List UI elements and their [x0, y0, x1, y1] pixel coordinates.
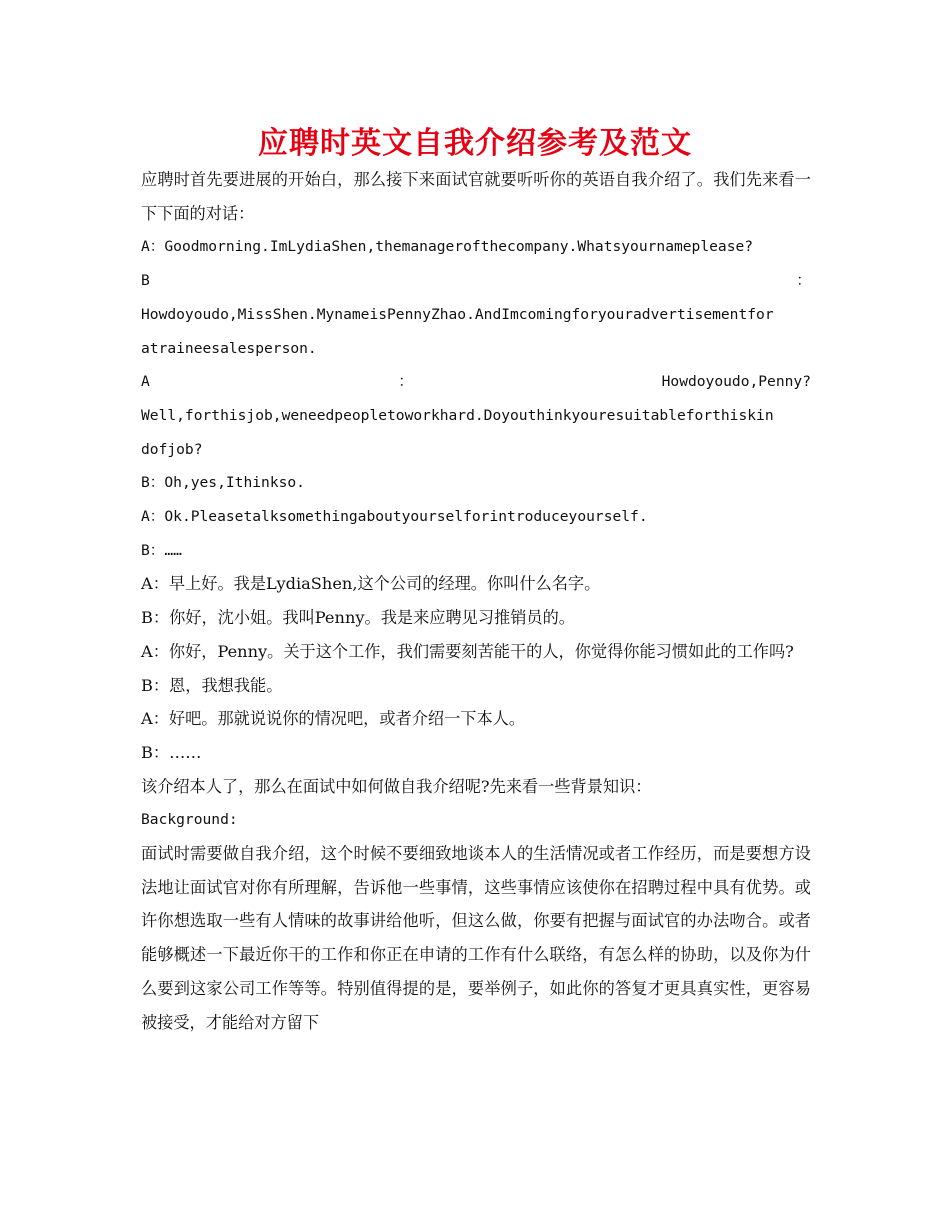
dialog-zh-line-1: A：早上好。我是LydiaShen,这个公司的经理。你叫什么名字。 — [141, 574, 601, 594]
dialog-en-line-8: B：Oh,yes,Ithinkso. — [141, 474, 305, 492]
dialog-en-line-3: Howdoyoudo,MissShen.MynameisPennyZhao.AndImcomingforyouradvertisementfor — [141, 305, 774, 323]
dialog-zh-line-4: B：恩，我想我能。 — [141, 675, 283, 695]
colon: ： — [398, 373, 414, 391]
dialog-en-line-4: atraineesalesperson. — [141, 339, 317, 357]
speaker-label: A — [141, 373, 150, 391]
dialog-zh-line-2: B：你好，沈小姐。我叫Penny。我是来应聘见习推销员的。 — [141, 608, 575, 628]
dialog-text: Howdoyoudo,Penny? — [661, 373, 811, 391]
dialog-en-line-6: Well,forthisjob,weneedpeopletoworkhard.Doyouthinkyouresuitableforthiskin — [141, 406, 774, 424]
background-heading: Background: — [141, 811, 238, 829]
dialog-zh-line-6: B：…… — [141, 742, 202, 762]
intro-paragraph: 应聘时首先要进展的开始白，那么接下来面试官就要听听你的英语自我介绍了。我们先来看一下下面的对话： — [141, 170, 811, 223]
dialog-en-line-10: B：…… — [141, 541, 182, 559]
colon: ： — [796, 272, 811, 290]
document-title: 应聘时英文自我介绍参考及范文 — [258, 126, 692, 161]
background-paragraph: 面试时需要做自我介绍，这个时候不要细致地谈本人的生活情况或者工作经历，而是要想方设法地让面试官对你有所理解，告诉他一些事情，这些事情应该使你在招聘过程中具有优势。或许你想选取一些有人情味的故事讲给他听，但这么做，你要有把握与面试官的办法吻合。或者能够概述一下最近你干的工作和你正在申请的工作有什么联络，有怎么样的协助，以及你为什么要到这家公司工作等等。特别值得提的是，要举例子，如此你的答复才更具真实性，更容易被接受，才能给对方留下 — [141, 844, 811, 1032]
dialog-zh-line-5: A：好吧。那就说说你的情况吧，或者介绍一下本人。 — [141, 709, 526, 729]
dialog-en-line-2 — [141, 264, 811, 298]
speaker-label: B — [141, 272, 150, 290]
dialog-en-line-7: dofjob? — [141, 440, 203, 458]
document-body — [141, 163, 811, 1039]
dialog-en-line-1: A：Goodmorning.ImLydiaShen,themanagerofthecompany.Whatsyournameplease? — [141, 238, 754, 256]
dialog-en-line-9: A：Ok.Pleasetalksomethingaboutyourselforintroduceyourself. — [141, 508, 648, 526]
dialog-en-line-5 — [141, 365, 811, 399]
transition-line: 该介绍本人了，那么在面试中如何做自我介绍呢?先来看一些背景知识： — [141, 776, 652, 796]
dialog-zh-line-3: A：你好，Penny。关于这个工作，我们需要刻苦能干的人，你觉得你能习惯如此的工作吗? — [141, 641, 794, 661]
